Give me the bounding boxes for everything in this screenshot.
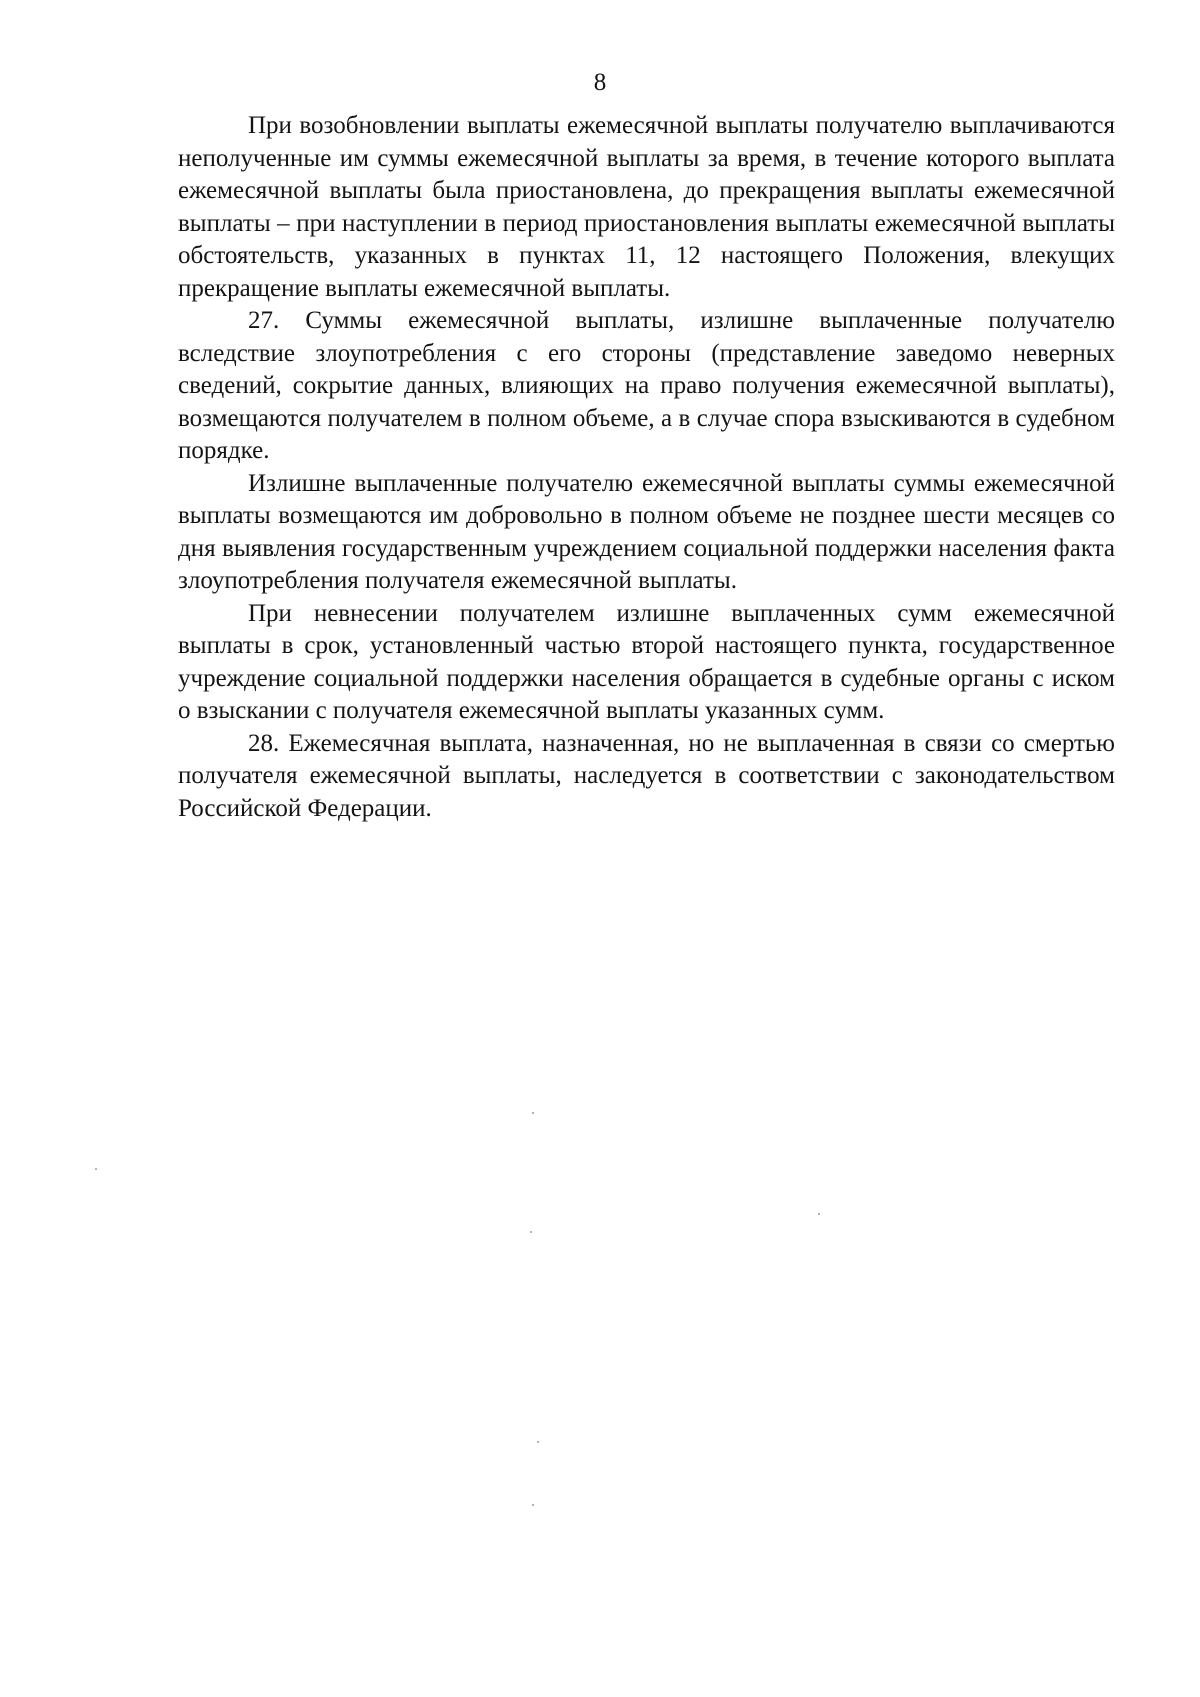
scan-speck	[95, 1168, 97, 1170]
scan-speck	[537, 1441, 539, 1443]
paragraph-resumption: При возобновлении выплаты ежемесячной выплаты получателю выплачиваются неполученные им суммы ежемесячной выплаты за время, в течение которого выплата ежемесячной выплаты была приостановлена, до прекращения выплаты ежемесячной выплаты – при наступлении в период приостановления выплаты ежемесячной выплаты обстоятельств, указанных в пунктах 11, 12 настоящего Положения, влекущих прекращение выплаты ежемесячной выплаты.	[178, 112, 1115, 302]
paragraph-27: 27. Суммы ежемесячной выплаты, излишне выплаченные получателю вследствие злоупотребления с его стороны (представление заведомо неверных сведений, сокрытие данных, влияющих на право получения ежемесячной выплаты), возмещаются получателем в полном объеме, а в случае спора взыскиваются в судебном порядке.	[178, 307, 1115, 464]
scan-speck	[530, 1231, 532, 1233]
scan-speck	[532, 1112, 534, 1114]
scan-speck	[532, 1504, 534, 1506]
paragraph-court-claim: При невнесении получателем излишне выплаченных сумм ежемесячной выплаты в срок, установленный частью второй настоящего пункта, государственное учреждение социальной поддержки населения обращается в судебные органы с иском о взыскании с получателя ежемесячной выплаты указанных сумм.	[178, 599, 1115, 724]
scan-speck	[818, 1213, 820, 1215]
document-body	[178, 110, 1115, 825]
paragraph-28: 28. Ежемесячная выплата, назначенная, но не выплаченная в связи со смертью получателя ежемесячной выплаты, наследуется в соответствии с законодательством Российской Федерации.	[178, 729, 1115, 822]
page-number: 8	[593, 69, 607, 96]
paragraph-voluntary-refund: Излишне выплаченные получателю ежемесячной выплаты суммы ежемесячной выплаты возмещаются им добровольно в полном объеме не позднее шести месяцев со дня выявления государственным учреждением социальной поддержки населения факта злоупотребления получателя ежемесячной выплаты.	[178, 469, 1115, 594]
